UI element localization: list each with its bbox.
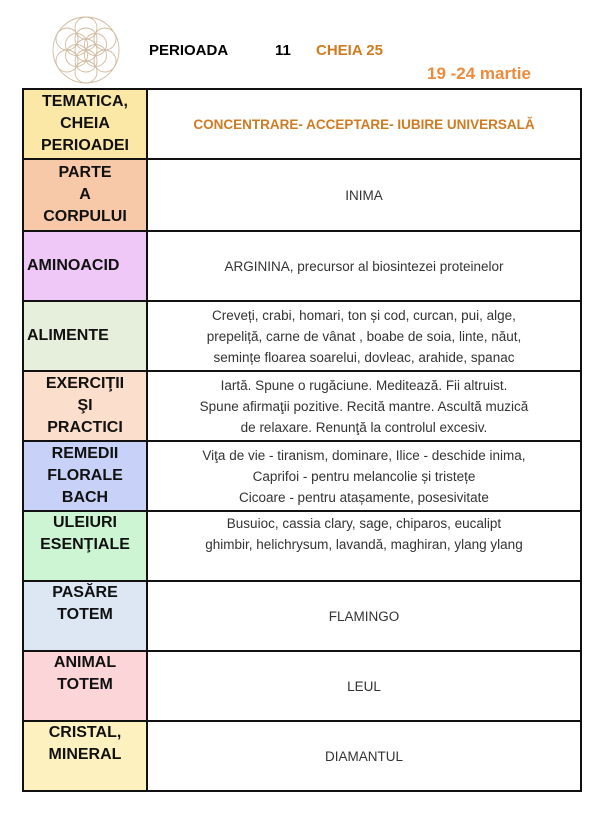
row-label-line: PARTE: [58, 164, 112, 181]
row-value: [147, 371, 581, 441]
row-label-line: ANIMAL: [53, 654, 117, 671]
row-label-line: ESENŢIALE: [40, 536, 130, 553]
row-label-line: ALIMENTE: [27, 327, 109, 344]
row-value: [147, 721, 581, 791]
row-label-line: EXERCIŢII: [45, 375, 125, 392]
perioada-number: 11: [275, 42, 291, 59]
row-label-line: ULEIURI: [53, 514, 117, 531]
row-label-line: TOTEM: [57, 606, 113, 623]
row-value: [147, 511, 581, 581]
table-row: [23, 511, 581, 581]
row-label: [23, 89, 147, 159]
row-value-line: ghimbir, helichrysum, lavandă, maghiran, ylang ylang: [205, 537, 523, 552]
row-label: [23, 581, 147, 651]
row-label-line: PERIOADEI: [40, 137, 129, 154]
table-row: [23, 159, 581, 231]
row-value: [147, 651, 581, 721]
row-value-line: Busuioc, cassia clary, sage, chiparos, eucalipt: [226, 516, 502, 531]
row-label: [23, 159, 147, 231]
row-label-line: CORPULUI: [43, 208, 127, 225]
row-label: [23, 371, 147, 441]
table-row: [23, 301, 581, 371]
row-label-line: TEMATICA,: [42, 93, 128, 110]
row-value-line: Spune afirmaţii pozitive. Recită mantre. Ascultă muzică: [199, 398, 529, 414]
row-value-line: Caprifoi - pentru melancolie și tristețe: [252, 468, 476, 484]
key-info-table: [22, 88, 582, 792]
row-value-line: LEUL: [347, 678, 381, 694]
row-value-line: Viţa de vie - tiranism, dominare, Ilice - deschide inima,: [202, 447, 526, 463]
cheia-label: CHEIA 25: [316, 42, 383, 59]
row-label-line: A: [79, 186, 91, 203]
row-value: [147, 89, 581, 159]
table-row: [23, 441, 581, 511]
row-label: [23, 231, 147, 301]
row-label: [23, 441, 147, 511]
row-label-line: PASĂRE: [52, 584, 118, 601]
row-label-line: REMEDII: [51, 445, 119, 462]
row-label-line: TOTEM: [57, 676, 113, 693]
row-value: [147, 159, 581, 231]
table-row: [23, 231, 581, 301]
row-label-line: CRISTAL,: [48, 724, 122, 741]
row-value-line: Creveți, crabi, homari, ton și cod, curcan, pui, alge,: [212, 307, 516, 323]
table-row: [23, 581, 581, 651]
row-label-line: ŞI: [77, 397, 93, 414]
flower-of-life-logo: [50, 14, 122, 86]
row-value-line: DIAMANTUL: [324, 748, 403, 764]
row-label: [23, 721, 147, 791]
perioada-label: PERIOADA: [149, 42, 229, 59]
row-label-line: CHEIA: [60, 115, 110, 132]
row-label-line: PRACTICI: [47, 419, 123, 436]
row-label-line: BACH: [61, 489, 109, 506]
row-value-line: prepeliță, carne de vânat , boabe de soia, linte, năut,: [206, 328, 522, 344]
row-value: [147, 441, 581, 511]
table-row: [23, 651, 581, 721]
row-value: [147, 301, 581, 371]
row-label: [23, 301, 147, 371]
row-label: [23, 651, 147, 721]
row-label: [23, 511, 147, 581]
row-value: [147, 231, 581, 301]
period-dates: 19 -24 martie: [427, 64, 531, 83]
row-value-line: de relaxare. Renunţă la controlul excesiv.: [240, 419, 488, 435]
row-value-line: semințe floarea soarelui, dovleac, arahide, spanac: [213, 349, 515, 365]
row-value-line: ARGININA, precursor al biosintezei proteinelor: [224, 258, 504, 274]
row-label-line: AMINOACID: [27, 257, 120, 274]
row-value-line: INIMA: [345, 187, 383, 203]
table-row: [23, 371, 581, 441]
row-value-line: FLAMINGO: [328, 608, 400, 624]
row-value-line: Iartă. Spune o rugăciune. Meditează. Fii altruist.: [220, 377, 508, 393]
row-label-line: MINERAL: [48, 746, 122, 763]
row-label-line: FLORALE: [47, 467, 123, 484]
table-row: [23, 721, 581, 791]
row-value-line: CONCENTRARE- ACCEPTARE- IUBIRE UNIVERSALĂ: [193, 116, 535, 132]
table-row: [23, 89, 581, 159]
row-value: [147, 581, 581, 651]
row-value-line: Cicoare - pentru atașamente, posesivitate: [239, 489, 489, 505]
